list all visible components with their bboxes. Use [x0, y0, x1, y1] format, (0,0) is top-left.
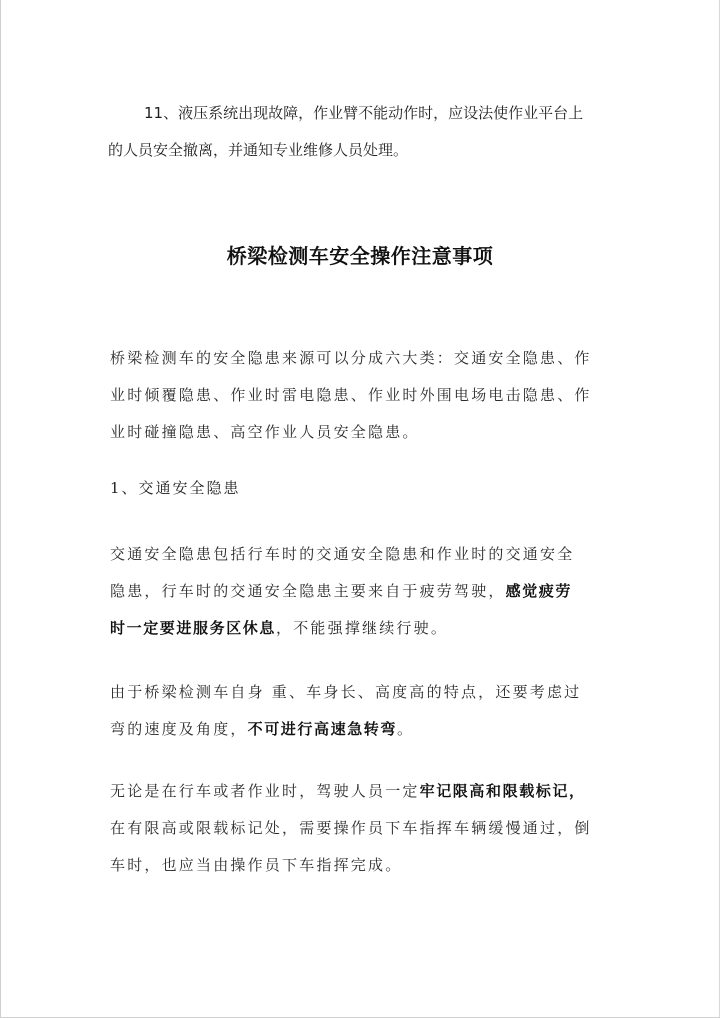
height-limit-line-3: 车时，也应当由操作员下车指挥完成。 [110, 856, 403, 874]
item-11-line-1: 11、液压系统出现故障，作业臂不能动作时，应设法使作业平台上 [144, 104, 584, 122]
intro-line-3: 业时碰撞隐患、高空作业人员安全隐患。 [110, 423, 420, 441]
page-border-left [0, 0, 1, 1018]
height-limit-line-1-text: 无论是在行车或者作业时，驾驶人员一定 [110, 782, 420, 800]
traffic-line-3-text: ，不能强撑继续行驶。 [276, 619, 449, 637]
item-11-line-2: 的人员安全撤离，并通知专业维修人员处理。 [108, 141, 409, 159]
turning-line-2-text: 弯的速度及角度， [110, 720, 248, 738]
traffic-line-1: 交通安全隐患包括行车时的交通安全隐患和作业时的交通安全 [110, 545, 575, 563]
traffic-line-2-text: 隐患，行车时的交通安全隐患主要来自于疲劳驾驶， [110, 582, 506, 600]
section-1-heading: 1、交通安全隐患 [110, 479, 241, 497]
height-limit-line-1-emphasis: 牢记限高和限载标记， [419, 782, 586, 800]
intro-line-1: 桥梁检测车的安全隐患来源可以分成六大类：交通安全隐患、作 [110, 349, 592, 367]
item-11-paragraph [108, 95, 628, 169]
traffic-line-2 [110, 573, 630, 610]
intro-paragraph [110, 340, 630, 451]
height-limit-line-1 [110, 773, 630, 810]
turning-line-2 [110, 711, 630, 748]
traffic-paragraph [110, 536, 630, 647]
traffic-line-3-emphasis: 时一定要进服务区休息 [110, 619, 277, 637]
height-limit-paragraph [110, 773, 630, 884]
traffic-line-3 [110, 610, 630, 647]
turning-line-2-emphasis: 不可进行高速急转弯 [247, 720, 398, 738]
page-title: 桥梁检测车安全操作注意事项 [226, 244, 494, 268]
traffic-line-2-emphasis: 感觉疲劳 [505, 582, 573, 600]
turning-line-1: 由于桥梁检测车自身 重、车身长、高度高的特点，还要考虑过 [110, 683, 582, 701]
turning-paragraph [110, 674, 630, 748]
height-limit-line-2: 在有限高或限载标记处，需要操作员下车指挥车辆缓慢通过，倒 [110, 819, 592, 837]
intro-line-2: 业时倾覆隐患、作业时雷电隐患、作业时外围电场电击隐患、作 [110, 386, 592, 404]
turning-line-2-end: 。 [397, 720, 415, 738]
